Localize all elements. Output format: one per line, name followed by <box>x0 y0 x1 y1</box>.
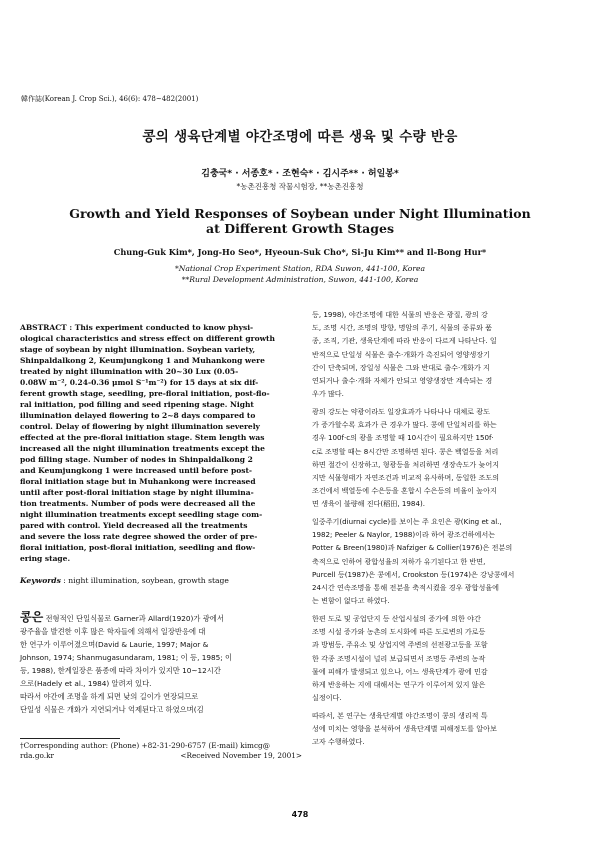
intro-line <box>20 611 302 625</box>
intro-line: 한 연구가 이루어졌으며(David & Laurie, 1997; Major & <box>20 640 209 649</box>
intro-line: 따라서 야간에 조명을 하게 되면 낮의 길이가 연장되므로 <box>20 692 199 701</box>
english-title <box>0 206 600 236</box>
body-line: c로 조명할 때는 8시간만 조명하면 된다. 콩은 백열등을 처리 <box>312 446 499 456</box>
body-paragraph <box>312 612 587 704</box>
abstract-line: pared with control. Yield decreased all the treatments <box>20 521 248 530</box>
body-line: 조명 시설 증가와 농촌의 도시화에 따른 도로변의 가로등 <box>312 627 486 637</box>
abstract-line: stage of soybean by night illumination. Soybean variety, <box>20 345 256 354</box>
abstract-line: floral initiation, post-floral initiation, seedling and flow- <box>20 543 256 552</box>
body-line: 반적으로 단일성 식물은 출수·개화가 촉진되어 영양생장기 <box>312 349 490 359</box>
english-authors: Chung-Guk Kim*, Jong-Ho Seo*, Hyeoun-Suk Cho*, Si-Ju Kim** and Il-Bong Hur* <box>113 247 487 257</box>
intro-line: 으로(Hadely et al., 1984) 알려져 있다. <box>20 679 152 688</box>
abstract-line: tion treatments. Number of pods were decreased all the <box>20 499 256 508</box>
korean-affiliations: *농촌진흥청 작물시험장, **농촌진흥청 <box>236 182 364 191</box>
body-line: 조건에서 백열등에 수은등을 혼합시 수은등의 비율이 높아지 <box>312 486 497 496</box>
body-line: 가 증가할수록 효과가 큰 경우가 많다. 콩에 단일처리를 하는 <box>312 420 497 430</box>
body-line: 고자 수행하였다. <box>312 737 365 747</box>
page-number: 478 <box>291 810 309 819</box>
body-line: 면 생육이 불량해 진다(稻田, 1984). <box>312 499 425 509</box>
received-date: <Received November 19, 2001> <box>180 751 302 760</box>
footnote-email-domain: rda.go.kr <box>20 751 54 760</box>
abstract-line: ral initiation, pod filling and seed ripening stage. Night <box>20 400 254 409</box>
footnote-rule <box>20 738 120 739</box>
abstract-line: effected at the pre-floral initiation stage. Stem length was <box>20 433 265 442</box>
english-title-line: Growth and Yield Responses of Soybean under Night Illumination <box>69 206 531 221</box>
abstract-line: floral initiation stage but in Muhankong were increased <box>20 477 256 486</box>
journal-citation: 韓作誌(Korean J. Crop Sci.), 46(6): 478~482(2001) <box>21 95 199 103</box>
intro-line-text: 전형적인 단일식물로 Garner과 Allard(1920)가 광에서 <box>43 614 224 623</box>
body-line: 24시간 연속조명을 통해 전분을 축적시켰을 경우 광합성율에 <box>312 583 500 593</box>
abstract-line: increased all the night illumination treatments except the <box>20 444 265 453</box>
intro-line: 광주율을 발견한 이후 많은 학자들에 의해서 일장반응에 대 <box>20 627 206 636</box>
body-line: 축적으로 인하여 광합성율의 저하가 유기된다고 한 반면, <box>312 556 486 566</box>
abstract-line: until after post-floral initiation stage by night illumina- <box>20 488 254 497</box>
korean-title: 콩의 생육단계별 야간조명에 따른 생육 및 수량 반응 <box>142 129 458 145</box>
body-line: 우가 많다. <box>312 389 344 399</box>
keywords-text: : night illumination, soybean, growth stage <box>60 576 229 585</box>
body-line: 등, 1998), 야간조명에 대한 식물의 반응은 광질, 광의 강 <box>312 310 488 319</box>
keywords <box>20 576 229 585</box>
body-line: 종, 조직, 기관, 생육단계에 따라 반응이 다르게 나타난다. 일 <box>312 336 497 346</box>
right-column <box>312 308 587 753</box>
abstract-line: Shinpaldalkong 2, Keumjungkong 1 and Muhankong were <box>20 356 265 365</box>
body-line: Potter & Breen(1980)과 Nafziger & Collier(1976)은 전분의 <box>312 543 513 553</box>
footnote-text: †Corresponding author: (Phone) +82-31-290-6757 (E-mail) kimcg@ <box>20 741 271 750</box>
abstract-line: ering stage. <box>20 554 71 563</box>
abstract <box>20 322 300 564</box>
english-title-line: at Different Growth Stages <box>206 221 394 236</box>
abstract-line: pod filling stage. Number of nodes in Shinpaldalkong 2 <box>20 455 253 464</box>
body-line: 실정이다. <box>312 693 342 703</box>
footnote-line <box>20 741 302 751</box>
abstract-line: treated by night illumination with 20~30 Lux (0.05- <box>20 367 239 376</box>
body-line: 연되거나 출수·개화 자체가 안되고 영양생장만 계속되는 경 <box>312 376 493 386</box>
keywords-label: Keywords <box>20 576 61 585</box>
body-line: 도, 조명 시간, 조명의 방향, 명암의 주기, 식물의 종류와 품 <box>312 323 493 333</box>
body-line: 하게 반응하는 지에 대해서는 연구가 이루어져 있지 않은 <box>312 679 486 689</box>
body-line: 간이 단축되며, 장일성 식물은 그와 반대로 출수·개화가 지 <box>312 362 490 372</box>
intro-line: 단일성 식물은 개화가 지연되거나 억제된다고 하였으며(김 <box>20 705 204 714</box>
abstract-line: night illumination treatments except seedling stage com- <box>20 510 263 519</box>
body-line: Purcell 등(1987)은 콩에서, Crookston 등(1974)은 강낭콩에서 <box>312 569 515 579</box>
body-line: 한 각종 조명시설이 널리 보급되면서 조명등 주변의 농작 <box>312 653 486 663</box>
abstract-line: ferent growth stage, seedling, pre-floral initiation, post-flo- <box>20 389 270 398</box>
body-line: 는 변함이 없다고 하였다. <box>312 596 390 606</box>
introduction <box>20 611 302 716</box>
abstract-line: and Keumjungkong 1 were increased until before post- <box>20 466 253 475</box>
abstract-line: ological characteristics and stress effect on different growth <box>20 334 275 343</box>
body-line: 물에 피해가 발생되고 있으나, 어느 생육단계가 광에 민감 <box>312 666 488 676</box>
footnote <box>20 741 302 761</box>
body-line: 따라서, 본 연구는 생육단계별 야간조명이 콩의 생리적 특 <box>312 710 488 720</box>
body-paragraph <box>312 308 587 400</box>
abstract-line: and severe the loss rate degree showed the order of pre- <box>20 532 258 541</box>
body-paragraph <box>312 405 587 511</box>
abstract-line: ABSTRACT : This experiment conducted to know physi- <box>20 323 254 332</box>
intro-line: 등, 1988), 한계일장은 품종에 따라 차이가 있지만 10~12시간 <box>20 666 221 675</box>
abstract-line: illumination delayed flowering to 2~8 days compared to <box>20 411 256 420</box>
body-line: 일중주기(diurnai cycle)를 보이는 주 요인은 광(King et al., <box>312 517 502 527</box>
body-line: 지만 식물형태가 자연조건과 비교적 유사하며, 동일한 조도의 <box>312 472 500 482</box>
body-line: 1982; Peeler & Naylor, 1988)이라 하여 광조건하에서는 <box>312 530 496 540</box>
affiliation-line: *National Crop Experiment Station, RDA Suwon, 441-100, Korea <box>174 264 426 273</box>
intro-first-word: 콩은 <box>20 610 44 624</box>
footnote-line <box>20 751 302 761</box>
body-line: 하면 절간이 신장하고, 형광등을 처리하면 생장속도가 늦어지 <box>312 459 500 469</box>
body-line: 과 방범등, 주유소 및 상업지역 주변의 선전광고등을 포함 <box>312 640 488 650</box>
abstract-line: 0.08W m⁻², 0.24-0.36 μmol S⁻¹m⁻²) for 15 days at six dif- <box>20 378 259 387</box>
body-line: 성에 미치는 영향을 분석하여 생육단계별 피해정도를 알아보 <box>312 724 497 734</box>
body-paragraph <box>312 709 587 749</box>
body-line: 광의 강도는 약광이라도 일장효과가 나타나나 대체로 광도 <box>312 406 490 416</box>
korean-authors: 김충국* · 서종호* · 조현숙* · 김시주** · 허일봉* <box>201 169 399 179</box>
body-line: 한편 도로 및 공업단지 등 산업시설의 증가에 의한 야간 <box>312 613 481 623</box>
abstract-line: control. Delay of flowering by night illumination severely <box>20 422 260 431</box>
body-paragraph <box>312 515 587 607</box>
affiliation-line: **Rural Development Administration, Suwon, 441-100, Korea <box>181 275 419 284</box>
intro-line: Johnson, 1974; Shanmugasundaram, 1981; 이 등, 1985; 이 <box>20 653 233 662</box>
english-affiliations <box>0 263 600 285</box>
body-line: 경우 100f·c의 광을 조명할 때 10시간이 필요하지만 150f· <box>312 433 494 443</box>
